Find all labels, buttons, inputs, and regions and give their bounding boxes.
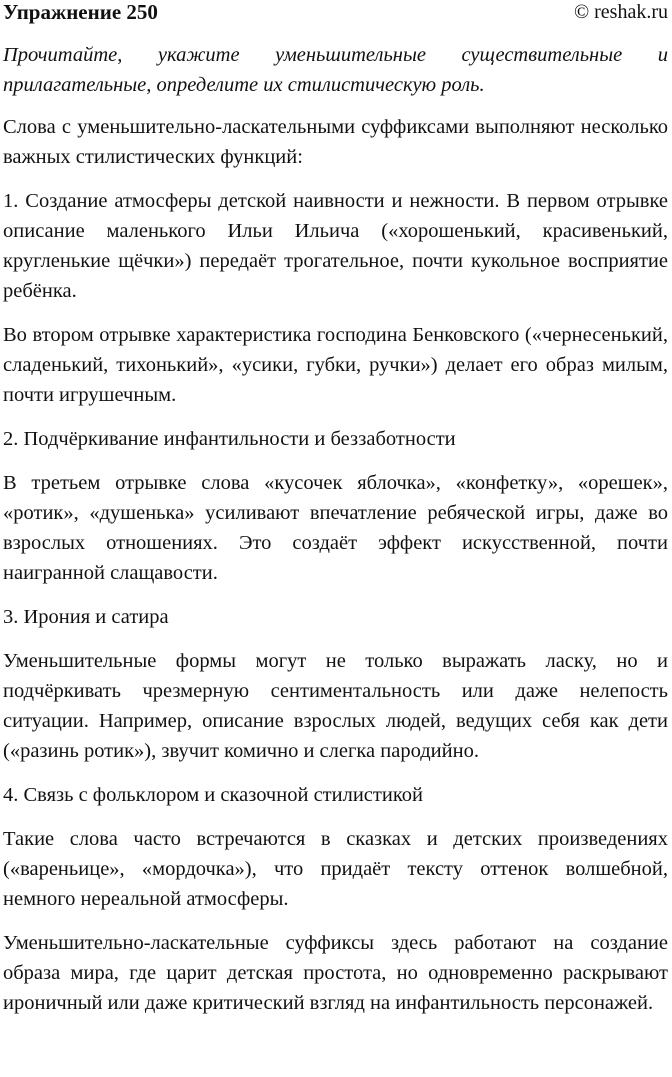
paragraph-intro: Слова с уменьшительно-ласкательными суффиксами выполняют несколько важных стилистических функций: <box>3 116 668 168</box>
header <box>3 0 668 28</box>
exercise-title: Упражнение 250 <box>3 0 158 24</box>
document-body <box>3 40 668 1032</box>
paragraph-point-1: 1. Создание атмосферы детской наивности и нежности. В первом отрывке описание маленького Ильи Ильича («хорошенький, красивенький, кругленькие щёчки») передаёт трогательное, почти кукольное восприятие ребёнка. <box>3 190 668 302</box>
site-copyright: © reshak.ru <box>573 1 668 23</box>
paragraph-second-excerpt: Во втором отрывке характеристика господина Бенковского («чернесенький, сладенький, тихонький», «усики, губки, ручки») делает его образ милым, почти игрушечным. <box>3 324 668 406</box>
heading-point-2: 2. Подчёркивание инфантильности и беззаботности <box>3 428 456 450</box>
paragraph-folklore: Такие слова часто встречаются в сказках и детских произведениях («вареньице», «мордочка»), что придаёт тексту оттенок волшебной, немного нереальной атмосферы. <box>3 828 668 910</box>
paragraph-conclusion: Уменьшительно-ласкательные суффиксы здесь работают на создание образа мира, где царит детская простота, но одновременно раскрывают ироничный или даже критический взгляд на инфантильность персонажей. <box>3 932 668 1014</box>
paragraph-third-excerpt: В третьем отрывке слова «кусочек яблочка», «конфетку», «орешек», «ротик», «душенька» усиливают впечатление ребяческой игры, даже во взрослых отношениях. Это создаёт эффект искусственной, почти наигранной слащавости. <box>3 472 668 584</box>
heading-point-4: 4. Связь с фольклором и сказочной стилистикой <box>3 784 423 806</box>
paragraph-irony: Уменьшительные формы могут не только выражать ласку, но и подчёркивать чрезмерную сентиментальность или даже нелепость ситуации. Например, описание взрослых людей, ведущих себя как дети («разинь ротик»), звучит комично и слегка пародийно. <box>3 650 668 762</box>
task-instruction: Прочитайте, укажите уменьшительные существительные и прилагательные, определите их стилистическую роль. <box>3 44 668 96</box>
heading-point-3: 3. Ирония и сатира <box>3 606 169 628</box>
